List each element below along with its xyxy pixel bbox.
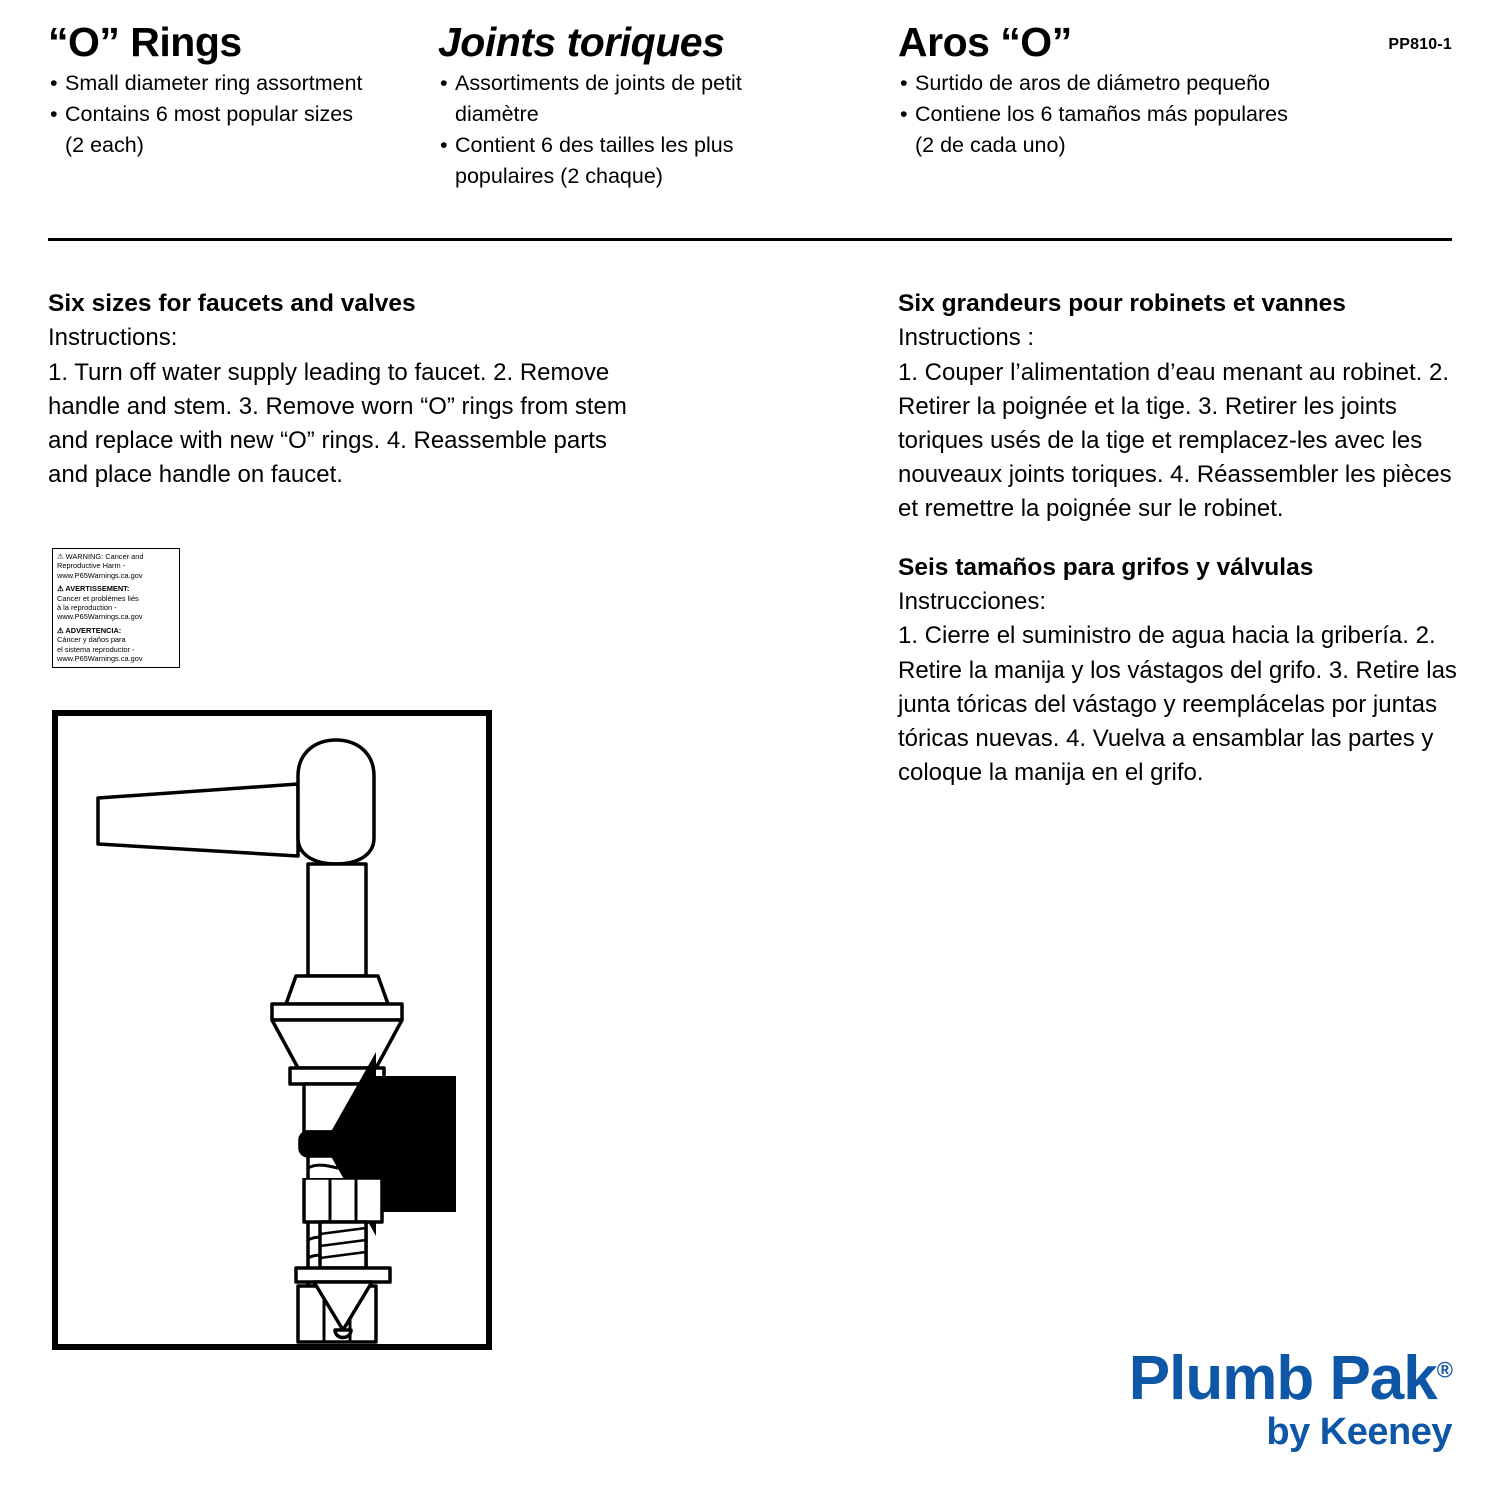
title-english: “O” Rings [48,19,242,65]
warning-english-heading: ⚠ WARNING: [57,552,104,561]
section-title-french: Six grandeurs pour robinets et vannes [898,290,1346,317]
list-item: (2 each) [65,133,144,158]
features-spanish [898,69,1378,160]
registered-mark: ® [1436,1357,1452,1383]
list-item: • Contains 6 most popular sizes [48,100,438,129]
instructions-french-spanish [898,288,1458,790]
faucet-stem-oring-diagram [52,710,492,1350]
section-subtitle-english: Instructions: [48,323,178,351]
header [48,19,1452,222]
section-steps-spanish: 1. Cierre el suministro de agua hacia la gribería. 2. Retire la manija y los vástagos del grifo. 3. Retire las junta tóricas del vástago y reemplácelas por juntas tóricas nuevas. 4. Vuelva a ensamblar las partes y coloque la manija en el grifo. [898,622,1457,786]
brand-name: Plumb Pak [1128,1344,1437,1414]
features-french [438,69,898,191]
list-item: • Small diameter ring assortment [48,69,438,98]
brand-logo [1128,1344,1452,1454]
features-english [48,69,438,160]
faucet-stem-illustration-svg [58,716,486,1344]
warning-english-line3: www.P65Warnings.ca.gov [57,570,143,580]
header-column-spanish [898,19,1378,222]
title-french: Joints toriques [438,19,725,65]
section-subtitle-french: Instructions : [898,323,1035,351]
list-item: populaires (2 chaque) [455,164,663,189]
spacer [898,526,1458,552]
list-item: • Contient 6 des tailles les plus [438,131,898,160]
warning-spanish-line1: Cáncer y daños para [57,635,126,645]
warning-english-line1: Cancer and [103,552,144,561]
divider [48,238,1452,241]
instructions-english [48,288,648,492]
warning-french-heading: ⚠ AVERTISSEMENT: [57,584,130,594]
warning-english-line2: Reproductive Harm - [57,561,126,571]
section-steps-english: 1. Turn off water supply leading to faucet. 2. Remove handle and stem. 3. Remove worn “O” rings from stem and replace with new “O” rings. 4. Reassemble parts and place handle on faucet. [48,358,627,488]
prop65-warning-box [52,548,180,668]
list-item: • Assortiments de joints de petit [438,69,898,98]
warning-french-line2: à la reproduction - [57,602,117,612]
warning-french-line3: www.P65Warnings.ca.gov [57,612,143,622]
list-item: diamètre [455,102,539,127]
section-title-english: Six sizes for faucets and valves [48,290,416,317]
warning-spanish-line3: www.P65Warnings.ca.gov [57,653,143,663]
list-item: • Surtido de aros de diámetro pequeño [898,69,1378,98]
brand-tagline: by Keeney [1266,1411,1452,1454]
list-item: (2 de cada uno) [915,133,1066,158]
title-spanish: Aros “O” [898,19,1072,65]
warning-english-heading-line [57,552,175,561]
header-column-english [48,19,438,222]
header-column-french [438,19,898,222]
brand-name-wrap [1128,1344,1452,1414]
part-number: PP810-1 [1388,36,1452,53]
warning-french-line1: Cancer et problèmes liés [57,593,139,603]
warning-spanish-heading: ⚠ ADVERTENCIA: [57,625,122,635]
section-steps-french: 1. Couper l’alimentation d’eau menant au robinet. 2. Retirer la poignée et la tige. 3. Retirer les joints toriques usés de la tige et remplacez-les avec les nouveaux joints toriques. 4. Réassembler les pièces et remettre la poignée sur le robinet. [898,358,1452,522]
warning-spanish-line2: el sistema reproductor - [57,644,135,654]
section-subtitle-spanish: Instrucciones: [898,587,1047,615]
section-title-spanish: Seis tamaños para grifos y válvulas [898,553,1314,581]
list-item: • Contiene los 6 tamaños más populares [898,100,1378,129]
